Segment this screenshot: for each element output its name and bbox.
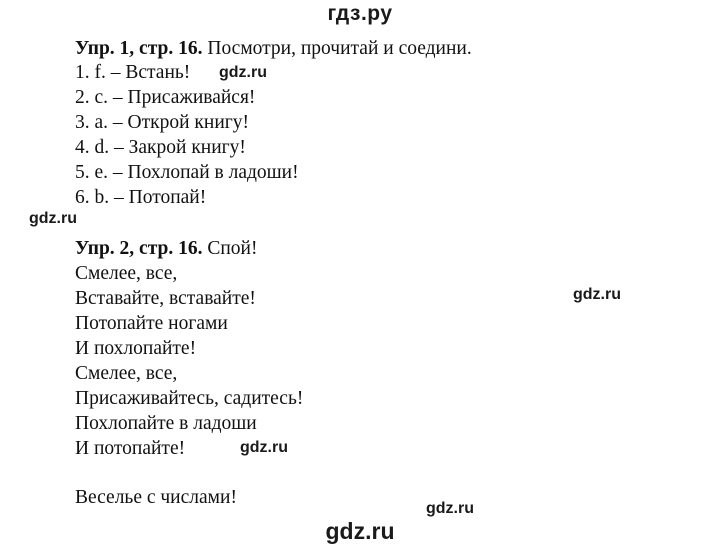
exercise-2-heading: Упр. 2, стр. 16. [75,238,203,259]
watermark: gdz.ru [426,500,474,517]
watermark: gdz.ru [219,64,267,81]
song-line-4: И похлопайте! [75,338,197,359]
watermark: gdz.ru [573,286,621,303]
song-line-7: Похлопайте в ладоши [75,413,257,434]
song-line-3: Потопайте ногами [75,313,228,334]
exercise-1-instruction: Посмотри, прочитай и соедини. [207,38,472,59]
watermark: gdz.ru [29,210,77,227]
exercise-1-item-5: 5. e. – Похлопай в ладоши! [75,162,299,183]
exercise-1-item-6: 6. b. – Потопай! [75,187,207,208]
exercise-1-title [75,37,472,61]
song-line-6: Присаживайтесь, садитесь! [75,388,304,409]
song-line-8: И потопайте! [75,438,186,459]
song-title: Веселье с числами! [75,487,237,508]
exercise-2-title [75,237,257,261]
exercise-1-item-2: 2. c. – Присаживайся! [75,87,256,108]
exercise-1-item-1: 1. f. – Встань! [75,62,191,83]
song-line-5: Смелее, все, [75,363,178,384]
song-line-1: Смелее, все, [75,263,178,284]
song-line-2: Вставайте, вставайте! [75,288,256,309]
exercise-1-heading: Упр. 1, стр. 16. [75,38,203,59]
exercise-2-instruction: Спой! [207,238,258,259]
bottom-watermark: gdz.ru [325,518,395,544]
top-watermark: гдз.ру [327,2,393,25]
exercise-1-item-3: 3. a. – Открой книгу! [75,112,250,133]
watermark: gdz.ru [240,439,288,456]
exercise-1-item-4: 4. d. – Закрой книгу! [75,137,246,158]
